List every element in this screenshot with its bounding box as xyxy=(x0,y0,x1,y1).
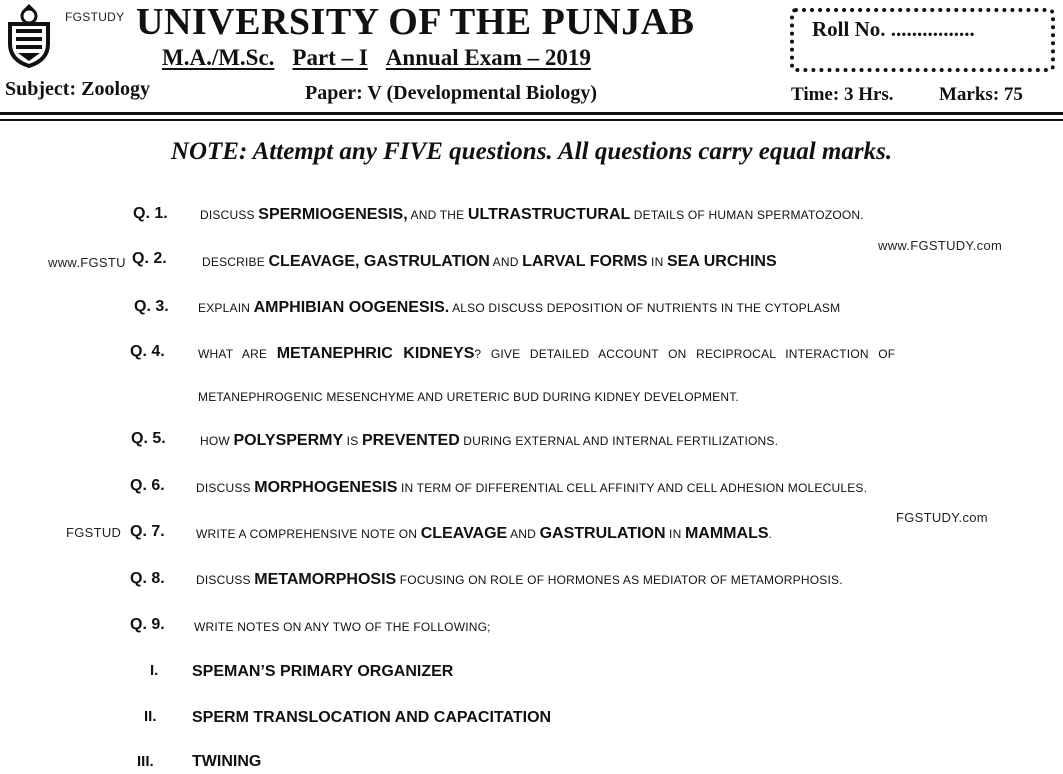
university-title: UNIVERSITY OF THE PUNJAB xyxy=(136,1,695,43)
question-number: Q. 8. xyxy=(130,570,165,587)
time-label: Time: 3 Hrs. xyxy=(791,84,894,105)
sub-item-number: III. xyxy=(137,753,154,770)
question-text: WHAT ARE METANEPHRIC KIDNEYS? GIVE DETAILED ACCOUNT ON RECIPROCAL INTERACTION OF xyxy=(198,345,896,362)
question-number: Q. 5. xyxy=(131,430,166,447)
marks-label: Marks: 75 xyxy=(939,84,1023,105)
question-text: DISCUSS MORPHOGENESIS IN TERM OF DIFFERENTIAL CELL AFFINITY AND CELL ADHESION MOLECULES. xyxy=(196,479,868,496)
question-text: WRITE A COMPREHENSIVE NOTE ON CLEAVAGE AND GASTRULATION IN MAMMALS. xyxy=(196,525,773,542)
question-number: Q. 1. xyxy=(133,205,168,222)
roll-number-box xyxy=(790,8,1055,72)
question-number: Q. 9. xyxy=(130,616,165,633)
watermark-right-q7: FGSTUDY.com xyxy=(896,510,988,525)
question-number: Q. 6. xyxy=(130,477,165,494)
question-text: WRITE NOTES ON ANY TWO OF THE FOLLOWING; xyxy=(194,620,491,634)
question-text: HOW POLYSPERMY IS PREVENTED DURING EXTERNAL AND INTERNAL FERTILIZATIONS. xyxy=(200,432,779,449)
exam-title: Annual Exam – 2019 xyxy=(385,45,591,70)
question-number: Q. 2. xyxy=(132,250,167,267)
watermark-right-q2: www.FGSTUDY.com xyxy=(878,238,1003,253)
sub-item-number: I. xyxy=(150,662,159,679)
question-text: DESCRIBE CLEAVAGE, GASTRULATION AND LARVAL FORMS IN SEA URCHINS xyxy=(202,253,777,270)
part: Part – I xyxy=(292,45,368,70)
question-text-continued: METANEPHROGENIC MESENCHYME AND URETERIC BUD DURING KIDNEY DEVELOPMENT. xyxy=(198,390,739,404)
paper-label: Paper: V (Developmental Biology) xyxy=(305,82,598,104)
question-number: Q. 3. xyxy=(134,298,169,315)
question-text: DISCUSS METAMORPHOSIS FOCUSING ON ROLE OF HORMONES AS MEDIATOR OF METAMORPHOSIS. xyxy=(196,571,843,588)
exam-note: NOTE: Attempt any FIVE questions. All questions carry equal marks. xyxy=(170,138,893,165)
sub-item-text: TWINING xyxy=(192,753,262,770)
sub-item-number: II. xyxy=(144,708,157,725)
subject-label: Subject: Zoology xyxy=(5,78,150,100)
question-number: Q. 4. xyxy=(130,343,165,360)
watermark-top: FGSTUDY xyxy=(65,10,125,24)
question-number: Q. 7. xyxy=(130,523,165,540)
university-crest-logo xyxy=(4,2,54,68)
degree: M.A./M.Sc. xyxy=(162,45,275,70)
watermark-left-q7: FGSTUD xyxy=(66,525,122,540)
question-text: DISCUSS SPERMIOGENESIS, AND THE ULTRASTRUCTURAL DETAILS OF HUMAN SPERMATOZOON. xyxy=(200,206,864,223)
sub-item-text: SPEMAN’S PRIMARY ORGANIZER xyxy=(192,663,454,680)
header-divider-thin xyxy=(0,119,1063,121)
sub-item-text: SPERM TRANSLOCATION AND CAPACITATION xyxy=(192,709,552,726)
header-divider xyxy=(0,112,1063,115)
watermark-left-q2: www.FGSTU xyxy=(48,255,126,270)
exam-line xyxy=(162,43,591,73)
roll-number-label: Roll No. ................ xyxy=(812,17,975,41)
question-text: EXPLAIN AMPHIBIAN OOGENESIS. ALSO DISCUSS DEPOSITION OF NUTRIENTS IN THE CYTOPLASM xyxy=(198,299,841,316)
